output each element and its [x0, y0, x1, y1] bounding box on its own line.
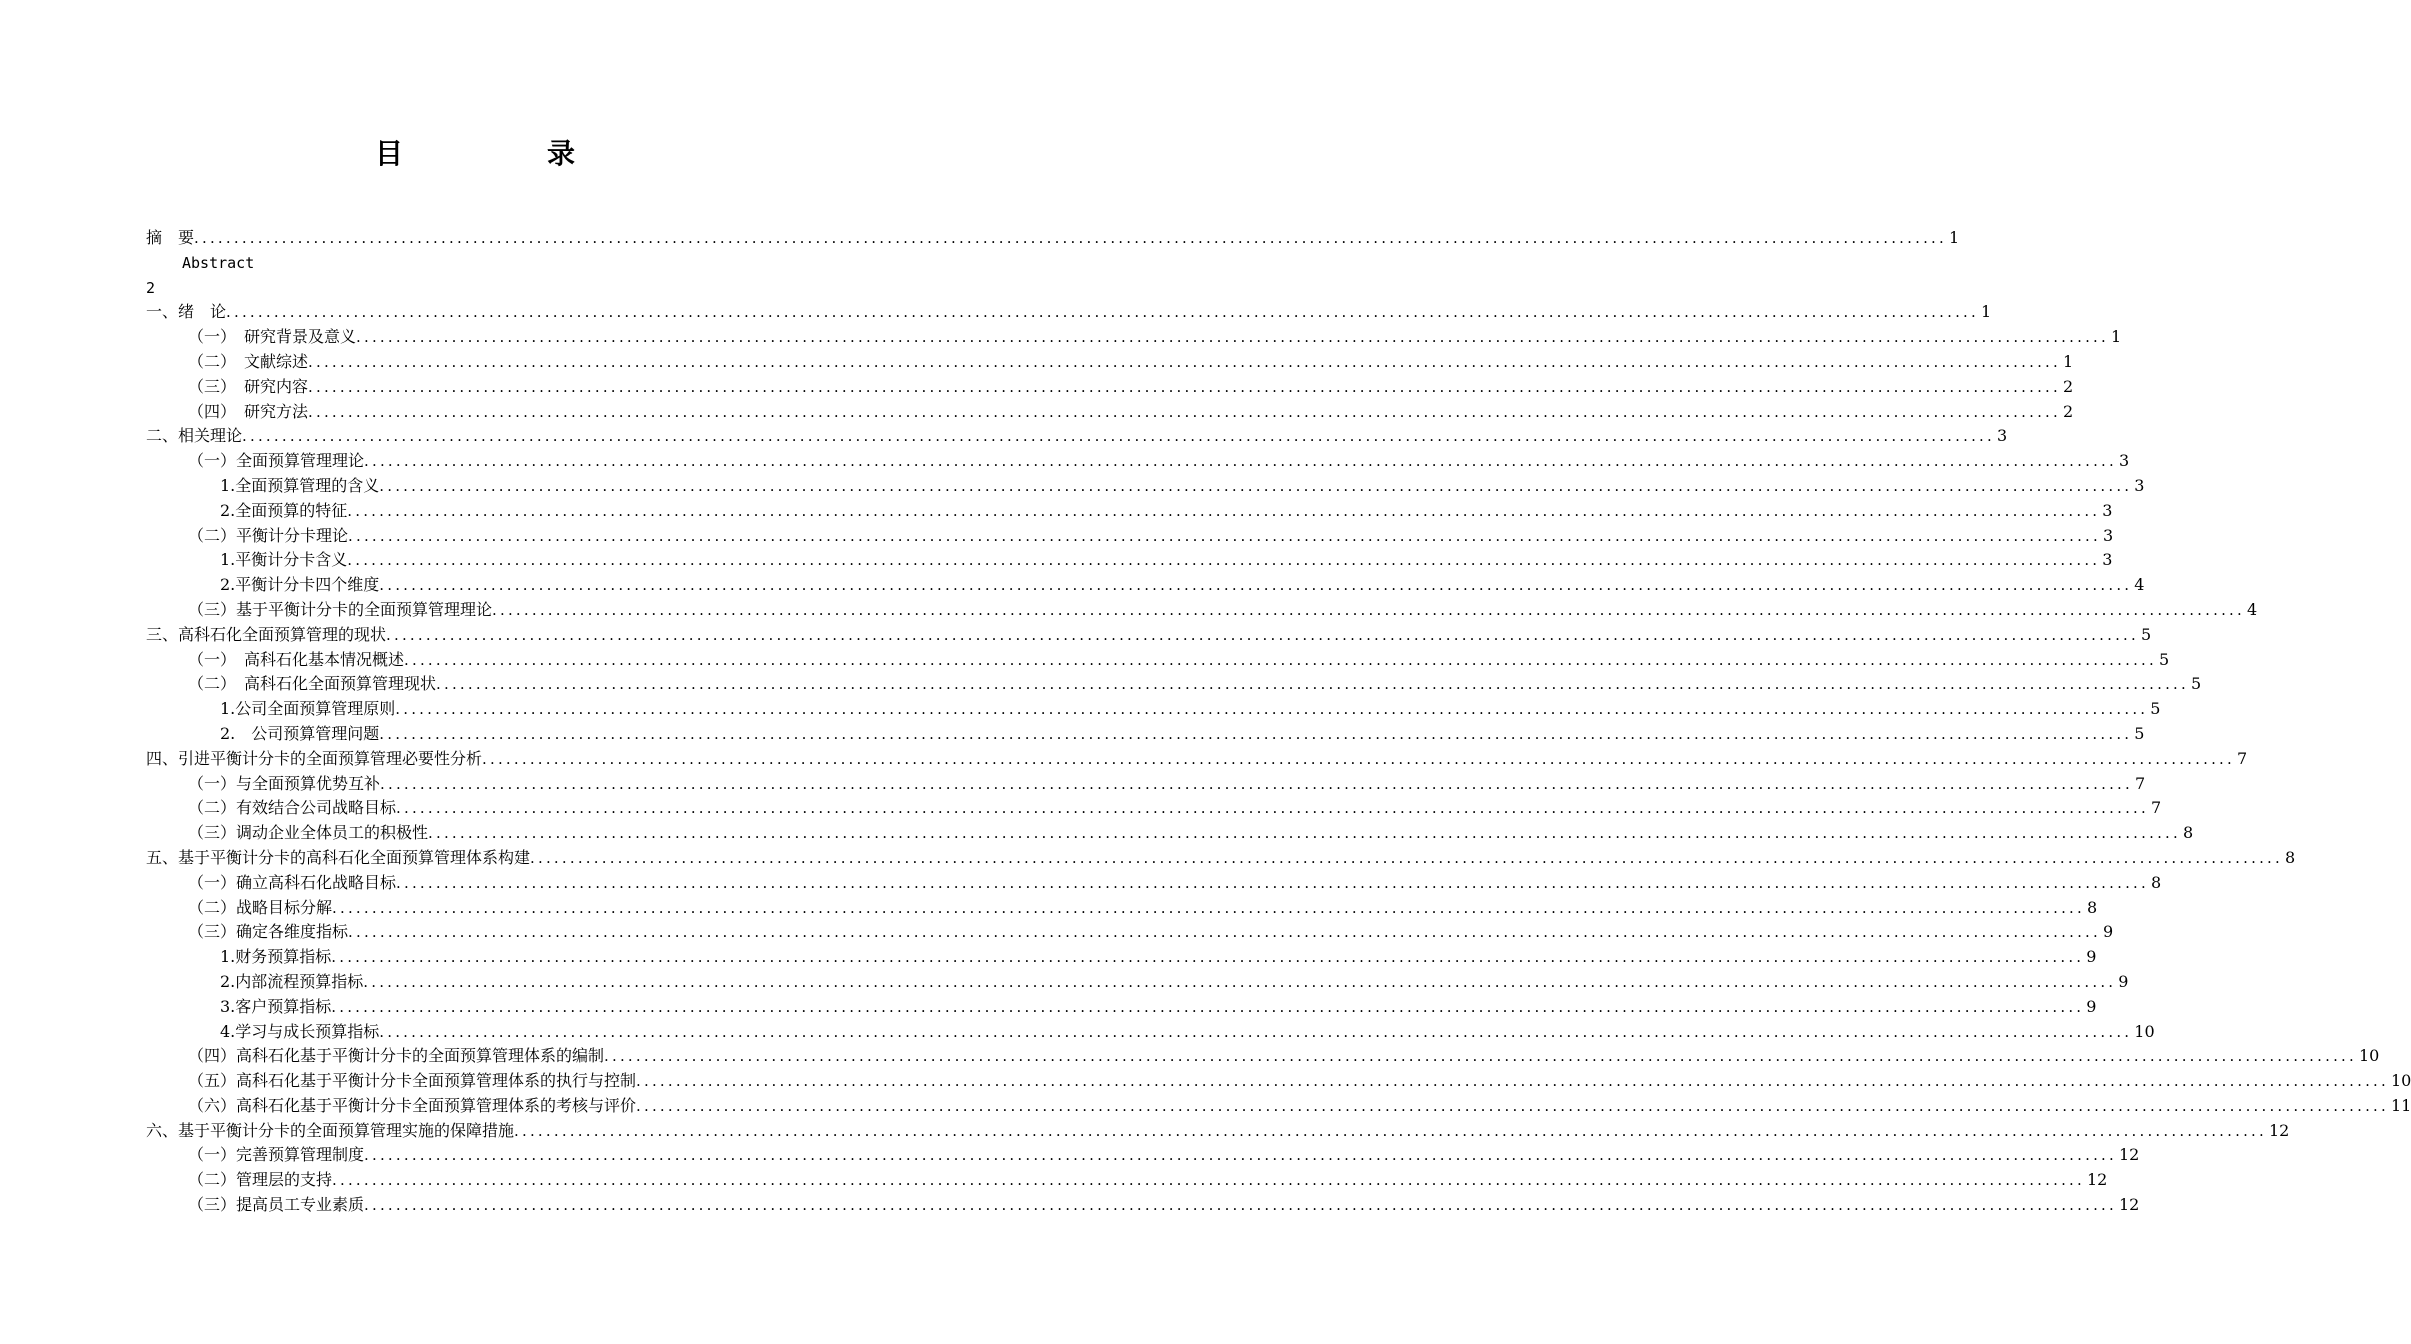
toc-entry-title: （一）全面预算管理理论 — [188, 451, 365, 471]
toc-page-number: 8 — [2183, 823, 2194, 843]
toc-entry-title: 2.平衡计分卡四个维度 — [220, 575, 380, 595]
toc-leader-dots: ............................................................................................................................................................................................................................ — [332, 898, 2085, 917]
toc-page-number: 2 — [2063, 401, 2074, 421]
toc-entry-title: Abstract — [182, 253, 255, 272]
toc-leader-dots: ............................................................................................................................................................................................................................ — [331, 997, 2085, 1016]
toc-entry-title: 2.内部流程预算指标 — [220, 971, 364, 991]
toc-entry[interactable] — [146, 548, 2113, 573]
toc-leader-dots: ............................................................................................................................................................................................................................ — [332, 1171, 2085, 1190]
toc-entry[interactable] — [146, 325, 2122, 350]
toc-leader-dots: ............................................................................................................................................................................................................................ — [308, 402, 2061, 421]
toc-entry-title: （四） 研究方法 — [188, 401, 309, 421]
toc-page-number: 5 — [2141, 624, 2152, 644]
toc-entry[interactable] — [146, 1168, 2108, 1193]
toc-leader-dots: ............................................................................................................................................................................................................................ — [364, 452, 2117, 471]
toc-leader-dots: ............................................................................................................................................................................................................................ — [514, 1121, 2267, 1140]
toc-entry[interactable] — [146, 970, 2129, 995]
toc-entry-title: （一）确立高科石化战略目标 — [188, 872, 397, 892]
toc-entry[interactable] — [146, 896, 2098, 921]
toc-entry-title: （一）与全面预算优势互补 — [188, 773, 381, 793]
toc-page-number: 5 — [2191, 674, 2202, 694]
toc-entry[interactable] — [146, 1094, 2411, 1119]
toc-entry[interactable] — [146, 598, 2258, 623]
toc-leader-dots: ............................................................................................................................................................................................................................ — [436, 675, 2189, 694]
toc-leader-dots: ............................................................................................................................................................................................................................ — [364, 1196, 2117, 1215]
toc-entry[interactable] — [146, 1143, 2140, 1168]
toc-entry[interactable] — [146, 1193, 2140, 1218]
toc-entry[interactable] — [146, 226, 1960, 251]
toc-page-number: 3 — [2102, 550, 2113, 570]
page-title: 目 录 — [374, 137, 633, 170]
toc-entry[interactable] — [146, 722, 2145, 747]
toc-leader-dots: ............................................................................................................................................................................................................................ — [363, 972, 2117, 991]
toc-entry[interactable] — [146, 1044, 2380, 1069]
toc-entry-title: （二）有效结合公司战略目标 — [188, 798, 397, 818]
toc-page-number: 2 — [2063, 376, 2074, 396]
toc-entry[interactable] — [146, 846, 2296, 871]
toc-entry-title: （二）平衡计分卡理论 — [188, 525, 349, 545]
toc-leader-dots: ............................................................................................................................................................................................................................ — [347, 501, 2101, 520]
toc-entry-title: 二、相关理论 — [146, 426, 243, 446]
toc-entry[interactable] — [146, 474, 2145, 499]
toc-page-number: 4 — [2247, 599, 2258, 619]
toc-leader-dots: ............................................................................................................................................................................................................................ — [386, 625, 2139, 644]
toc-entry[interactable] — [146, 424, 2008, 449]
toc-leader-dots: ............................................................................................................................................................................................................................ — [395, 700, 2149, 719]
toc-page-number: 5 — [2159, 649, 2170, 669]
toc-entry-title: （三）提高员工专业素质 — [188, 1195, 365, 1215]
toc-entry-title: 摘 要 — [146, 228, 195, 247]
toc-leader-dots: ............................................................................................................................................................................................................................ — [348, 923, 2101, 942]
toc-entry-title: （二） 高科石化全面预算管理现状 — [188, 674, 437, 694]
toc-page-number: 9 — [2086, 947, 2097, 967]
toc-leader-dots: ............................................................................................................................................................................................................................ — [636, 1072, 2389, 1091]
toc-entry[interactable] — [146, 449, 2130, 474]
toc-page-number: 3 — [2103, 525, 2114, 545]
toc-leader-dots: ............................................................................................................................................................................................................................ — [492, 600, 2245, 619]
toc-leader-dots: ............................................................................................................................................................................................................................ — [379, 476, 2133, 495]
toc-leader-dots: ............................................................................................................................................................................................................................ — [347, 551, 2101, 570]
toc-entry-title: 1.公司全面预算管理原则 — [220, 699, 396, 719]
toc-leader-dots: ............................................................................................................................................................................................................................ — [356, 328, 2109, 347]
toc-entry[interactable] — [146, 871, 2162, 896]
toc-leader-dots: ............................................................................................................................................................................................................................ — [308, 377, 2061, 396]
toc-entry-title: （三）确定各维度指标 — [188, 922, 349, 942]
toc-leader-dots: ............................................................................................................................................................................................................................ — [194, 229, 1947, 247]
toc-page-number: 9 — [2086, 996, 2097, 1016]
toc-entry-title: 一、绪 论 — [146, 302, 227, 322]
toc-page-number: 3 — [2102, 500, 2113, 520]
toc-entry[interactable] — [146, 747, 2248, 772]
toc-page-number: 5 — [2134, 723, 2145, 743]
toc-entry-title: （三） 研究内容 — [188, 376, 309, 396]
toc-entry-title: 2. 公司预算管理问题 — [220, 723, 380, 743]
toc-entry[interactable] — [146, 672, 2202, 697]
toc-leader-dots: ............................................................................................................................................................................................................................ — [530, 848, 2283, 867]
toc-page-number: 9 — [2118, 971, 2129, 991]
toc-entry[interactable] — [146, 276, 806, 301]
toc-entry[interactable] — [146, 300, 1992, 325]
toc-entry[interactable] — [146, 821, 2194, 846]
toc-page-number: 8 — [2285, 847, 2296, 867]
toc-entry-title: （二）战略目标分解 — [188, 897, 333, 917]
toc-page-number: 7 — [2237, 748, 2248, 768]
toc-entry-title: 3.客户预算指标 — [220, 996, 332, 1016]
toc-entry-title: 六、基于平衡计分卡的全面预算管理实施的保障措施 — [146, 1120, 515, 1140]
toc-page-number: 8 — [2151, 872, 2162, 892]
toc-leader-dots: ............................................................................................................................................................................................................................ — [226, 303, 1979, 322]
table-of-contents — [146, 226, 2411, 1218]
toc-page-number: 3 — [1997, 426, 2008, 446]
toc-page-number: 3 — [2134, 475, 2145, 495]
toc-page-number: 10 — [2359, 1046, 2380, 1066]
toc-page-number: 10 — [2134, 1021, 2155, 1041]
toc-entry[interactable] — [146, 350, 2074, 375]
toc-page-number: 10 — [2391, 1071, 2411, 1091]
toc-page-number: 1 — [1949, 228, 1960, 247]
toc-entry[interactable] — [146, 697, 2161, 722]
toc-page-number: 7 — [2135, 773, 2146, 793]
toc-page-number: 9 — [2103, 922, 2114, 942]
toc-page-number: 12 — [2119, 1195, 2140, 1215]
toc-leader-dots: ............................................................................................................................................................................................................................ — [364, 1146, 2117, 1165]
toc-leader-dots: ............................................................................................................................................................................................................................ — [380, 774, 2133, 793]
toc-leader-dots: ............................................................................................................................................................................................................................ — [396, 873, 2149, 892]
toc-entry[interactable] — [146, 1069, 2411, 1094]
toc-leader-dots: ............................................................................................................................................................................................................................ — [379, 724, 2133, 743]
toc-page-number: 1 — [2063, 351, 2074, 371]
toc-page-number: 1 — [2111, 327, 2122, 347]
toc-leader-dots: ............................................................................................................................................................................................................................ — [242, 427, 1995, 446]
toc-entry[interactable] — [146, 1020, 2155, 1045]
toc-entry-title: （二） 文献综述 — [188, 351, 309, 371]
toc-leader-dots: ............................................................................................................................................................................................................................ — [604, 1047, 2357, 1066]
toc-leader-dots: ............................................................................................................................................................................................................................ — [331, 948, 2085, 967]
toc-page-number: 8 — [2087, 897, 2098, 917]
toc-entry-title: （一） 研究背景及意义 — [188, 327, 357, 347]
toc-entry-title: （二）管理层的支持 — [188, 1170, 333, 1190]
toc-page-number: 7 — [2151, 798, 2162, 818]
toc-entry-title: 1.全面预算管理的含义 — [220, 475, 380, 495]
toc-entry[interactable] — [146, 995, 2097, 1020]
toc-entry[interactable] — [146, 945, 2097, 970]
toc-leader-dots: ............................................................................................................................................................................................................................ — [404, 650, 2157, 669]
toc-entry-title: 2.全面预算的特征 — [220, 500, 348, 520]
toc-page-number: 3 — [2119, 451, 2130, 471]
toc-entry-title: 三、高科石化全面预算管理的现状 — [146, 624, 387, 644]
toc-entry-title: （一）完善预算管理制度 — [188, 1145, 365, 1165]
toc-leader-dots: ............................................................................................................................................................................................................................ — [379, 1022, 2133, 1041]
toc-page-number: 1 — [1981, 302, 1992, 322]
toc-entry[interactable] — [146, 400, 2074, 425]
toc-entry-title: 四、引进平衡计分卡的全面预算管理必要性分析 — [146, 748, 483, 768]
toc-entry-title: 1.财务预算指标 — [220, 947, 332, 967]
toc-entry[interactable] — [146, 796, 2162, 821]
toc-entry[interactable] — [146, 375, 2074, 400]
toc-entry-title: （一） 高科石化基本情况概述 — [188, 649, 405, 669]
toc-page-number: 4 — [2134, 575, 2145, 595]
toc-entry-title: （四）高科石化基于平衡计分卡的全面预算管理体系的编制 — [188, 1046, 605, 1066]
toc-entry[interactable] — [146, 623, 2152, 648]
toc-entry[interactable] — [146, 524, 2114, 549]
toc-entry[interactable] — [146, 772, 2146, 797]
toc-entry-title: （六）高科石化基于平衡计分卡全面预算管理体系的考核与评价 — [188, 1095, 637, 1115]
toc-entry-title: （三）调动企业全体员工的积极性 — [188, 823, 429, 843]
toc-entry[interactable] — [146, 499, 2113, 524]
toc-entry-title: 五、基于平衡计分卡的高科石化全面预算管理体系构建 — [146, 847, 531, 867]
toc-page-number: 12 — [2269, 1120, 2290, 1140]
toc-leader-dots: ............................................................................................................................................................................................................................ — [636, 1096, 2389, 1115]
toc-entry[interactable] — [146, 251, 806, 276]
toc-entry[interactable] — [146, 1119, 2290, 1144]
toc-leader-dots: ............................................................................................................................................................................................................................ — [379, 576, 2133, 595]
toc-entry-title: 2 — [146, 278, 156, 297]
toc-page-number: 12 — [2087, 1170, 2108, 1190]
toc-leader-dots: ............................................................................................................................................................................................................................ — [482, 749, 2235, 768]
toc-leader-dots: ............................................................................................................................................................................................................................ — [396, 799, 2149, 818]
toc-page-number: 5 — [2150, 699, 2161, 719]
toc-entry-title: （五）高科石化基于平衡计分卡全面预算管理体系的执行与控制 — [188, 1071, 637, 1091]
toc-entry[interactable] — [146, 648, 2170, 673]
toc-entry-title: 4.学习与成长预算指标 — [220, 1021, 380, 1041]
toc-entry-title: （三）基于平衡计分卡的全面预算管理理论 — [188, 599, 493, 619]
toc-page-number: 11 — [2391, 1095, 2411, 1115]
toc-page-number: 12 — [2119, 1145, 2140, 1165]
toc-leader-dots: ............................................................................................................................................................................................................................ — [348, 526, 2101, 545]
toc-entry[interactable] — [146, 573, 2145, 598]
toc-leader-dots: ............................................................................................................................................................................................................................ — [428, 824, 2181, 843]
toc-entry-title: 1.平衡计分卡含义 — [220, 550, 348, 570]
toc-entry[interactable] — [146, 920, 2114, 945]
toc-leader-dots: ............................................................................................................................................................................................................................ — [308, 352, 2061, 371]
